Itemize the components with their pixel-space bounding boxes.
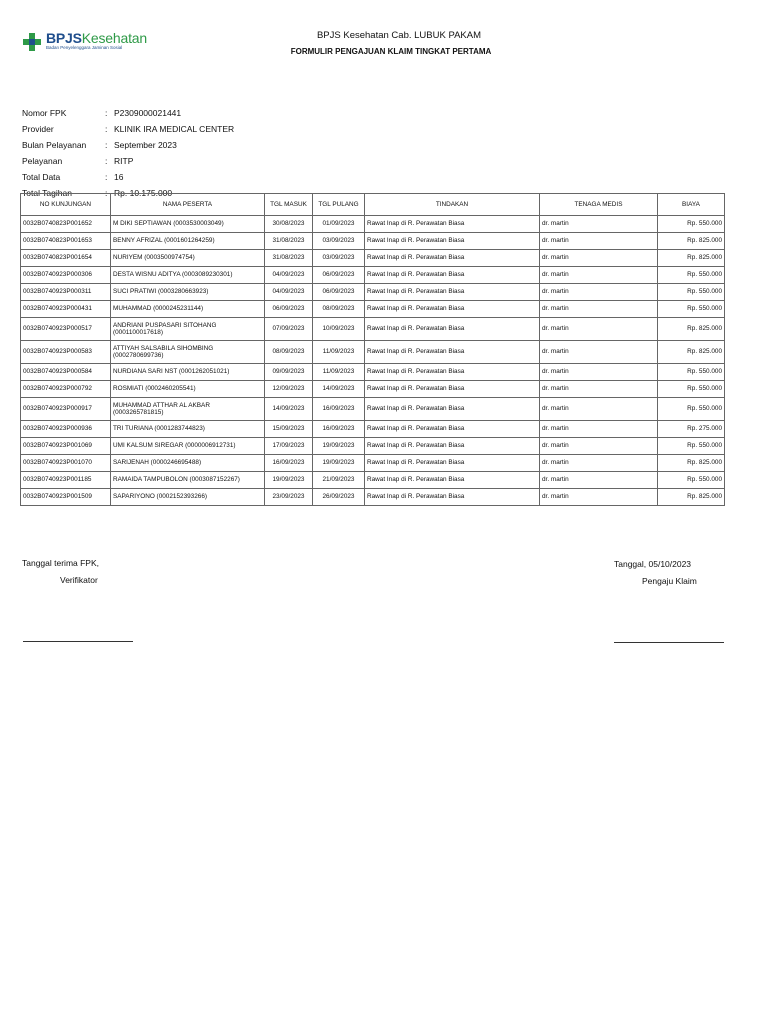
cell-tgl-pulang: 06/09/2023: [313, 267, 365, 284]
cell-no-kunjungan: 0032B0740923P001070: [21, 455, 111, 472]
cell-biaya: Rp. 550.000: [658, 472, 725, 489]
table-header-row: [21, 194, 725, 216]
cell-biaya: Rp. 550.000: [658, 267, 725, 284]
table-row: [21, 381, 725, 398]
cell-nama-peserta: TRI TURIANA (0001283744823): [111, 421, 265, 438]
claimant-signature-line: [614, 642, 724, 643]
info-value: RITP: [114, 156, 134, 166]
info-value: Rp. 10.175.000: [114, 188, 173, 198]
cell-tgl-masuk: 14/09/2023: [265, 398, 313, 421]
info-colon: :: [105, 124, 108, 134]
cell-tgl-masuk: 31/08/2023: [265, 250, 313, 267]
table-row: [21, 472, 725, 489]
cell-tgl-masuk: 04/09/2023: [265, 284, 313, 301]
info-label: Bulan Pelayanan: [22, 140, 87, 150]
cell-no-kunjungan: 0032B0740923P000311: [21, 284, 111, 301]
cell-nama-peserta: ROSMIATI (0002460205541): [111, 381, 265, 398]
cell-tgl-masuk: 17/09/2023: [265, 438, 313, 455]
cell-tgl-masuk: 04/09/2023: [265, 267, 313, 284]
cell-biaya: Rp. 550.000: [658, 398, 725, 421]
cell-tindakan: Rawat Inap di R. Perawatan Biasa: [365, 267, 540, 284]
cell-tgl-pulang: 01/09/2023: [313, 216, 365, 233]
cell-tenaga-medis: dr. martin: [540, 455, 658, 472]
cell-tenaga-medis: dr. martin: [540, 472, 658, 489]
table-row: [21, 301, 725, 318]
cell-biaya: Rp. 275.000: [658, 421, 725, 438]
cell-no-kunjungan: 0032B0740923P000306: [21, 267, 111, 284]
table-row: [21, 216, 725, 233]
cell-no-kunjungan: 0032B0740923P000517: [21, 318, 111, 341]
cell-nama-peserta: MUHAMMAD ATTHAR AL AKBAR (0003265781815): [111, 398, 265, 421]
cell-tenaga-medis: dr. martin: [540, 284, 658, 301]
cell-nama-peserta: ANDRIANI PUSPASARI SITOHANG (0001100017618): [111, 318, 265, 341]
verifier-signature-line: [23, 641, 133, 642]
cell-tindakan: Rawat Inap di R. Perawatan Biasa: [365, 233, 540, 250]
logo-tagline: Badan Penyelenggara Jaminan Sosial: [46, 45, 123, 50]
column-header-no-kunjungan: NO KUNJUNGAN: [21, 194, 111, 216]
cell-biaya: Rp. 825.000: [658, 455, 725, 472]
verifier-label: Verifikator: [60, 575, 98, 585]
cell-tenaga-medis: dr. martin: [540, 301, 658, 318]
cell-tindakan: Rawat Inap di R. Perawatan Biasa: [365, 318, 540, 341]
cell-tgl-masuk: 31/08/2023: [265, 233, 313, 250]
cell-tgl-pulang: 14/09/2023: [313, 381, 365, 398]
cell-biaya: Rp. 550.000: [658, 364, 725, 381]
claims-table: [20, 193, 725, 506]
cell-tgl-masuk: 15/09/2023: [265, 421, 313, 438]
cell-tgl-pulang: 16/09/2023: [313, 421, 365, 438]
info-value: P2309000021441: [114, 108, 182, 118]
cell-tgl-pulang: 19/09/2023: [313, 455, 365, 472]
info-label: Pelayanan: [22, 156, 63, 166]
cell-biaya: Rp. 550.000: [658, 301, 725, 318]
cell-nama-peserta: SARIJENAH (0000246695488): [111, 455, 265, 472]
cell-biaya: Rp. 825.000: [658, 250, 725, 267]
cell-tgl-pulang: 03/09/2023: [313, 250, 365, 267]
cell-no-kunjungan: 0032B0740923P000792: [21, 381, 111, 398]
cell-biaya: Rp. 550.000: [658, 381, 725, 398]
info-colon: :: [105, 108, 108, 118]
cell-tgl-pulang: 16/09/2023: [313, 398, 365, 421]
claimant-label: Pengaju Klaim: [642, 576, 697, 586]
info-value: September 2023: [114, 140, 177, 150]
column-header-tenaga-medis: TENAGA MEDIS: [540, 194, 658, 216]
cell-biaya: Rp. 825.000: [658, 318, 725, 341]
cell-biaya: Rp. 825.000: [658, 489, 725, 506]
cell-no-kunjungan: 0032B0740923P000936: [21, 421, 111, 438]
cell-tgl-masuk: 08/09/2023: [265, 341, 313, 364]
cell-nama-peserta: M DIKI SEPTIAWAN (0003530003049): [111, 216, 265, 233]
cell-biaya: Rp. 550.000: [658, 284, 725, 301]
info-colon: :: [105, 172, 108, 182]
info-label: Total Data: [22, 172, 61, 182]
info-label: Provider: [22, 124, 54, 134]
table-row: [21, 250, 725, 267]
cell-tenaga-medis: dr. martin: [540, 364, 658, 381]
cell-tenaga-medis: dr. martin: [540, 341, 658, 364]
cell-no-kunjungan: 0032B0740923P001185: [21, 472, 111, 489]
info-colon: :: [105, 140, 108, 150]
cell-tenaga-medis: dr. martin: [540, 489, 658, 506]
cell-nama-peserta: NURIYEM (0003500974754): [111, 250, 265, 267]
cell-tgl-masuk: 07/09/2023: [265, 318, 313, 341]
cell-tenaga-medis: dr. martin: [540, 381, 658, 398]
cell-biaya: Rp. 825.000: [658, 341, 725, 364]
cell-tenaga-medis: dr. martin: [540, 398, 658, 421]
cell-tindakan: Rawat Inap di R. Perawatan Biasa: [365, 455, 540, 472]
cell-biaya: Rp. 825.000: [658, 233, 725, 250]
cell-no-kunjungan: 0032B0740923P001069: [21, 438, 111, 455]
cell-no-kunjungan: 0032B0740823P001653: [21, 233, 111, 250]
info-colon: :: [105, 188, 108, 198]
cell-no-kunjungan: 0032B0740923P001509: [21, 489, 111, 506]
info-value: KLINIK IRA MEDICAL CENTER: [114, 124, 235, 134]
branch-title: BPJS Kesehatan Cab. LUBUK PAKAM: [316, 30, 482, 41]
cell-tindakan: Rawat Inap di R. Perawatan Biasa: [365, 489, 540, 506]
table-row: [21, 364, 725, 381]
cell-biaya: Rp. 550.000: [658, 438, 725, 455]
cell-tgl-pulang: 11/09/2023: [313, 364, 365, 381]
info-value: 16: [114, 172, 124, 182]
cell-tgl-pulang: 26/09/2023: [313, 489, 365, 506]
info-colon: :: [105, 156, 108, 166]
column-header-nama-peserta: NAMA PESERTA: [111, 194, 265, 216]
cell-tindakan: Rawat Inap di R. Perawatan Biasa: [365, 398, 540, 421]
cell-tindakan: Rawat Inap di R. Perawatan Biasa: [365, 381, 540, 398]
cell-tgl-masuk: 06/09/2023: [265, 301, 313, 318]
cell-nama-peserta: ATTIYAH SALSABILA SIHOMBING (0002780699736): [111, 341, 265, 364]
cell-nama-peserta: DESTA WISNU ADITYA (0003089230301): [111, 267, 265, 284]
cell-no-kunjungan: 0032B0740823P001654: [21, 250, 111, 267]
cell-biaya: Rp. 550.000: [658, 216, 725, 233]
table-row: [21, 421, 725, 438]
cell-nama-peserta: BENNY AFRIZAL (0001601264259): [111, 233, 265, 250]
cell-no-kunjungan: 0032B0740923P000917: [21, 398, 111, 421]
cell-tenaga-medis: dr. martin: [540, 421, 658, 438]
received-date-label: Tanggal terima FPK,: [22, 558, 100, 568]
column-header-tgl-pulang: TGL PULANG: [313, 194, 365, 216]
cell-no-kunjungan: 0032B0740823P001652: [21, 216, 111, 233]
cell-tenaga-medis: dr. martin: [540, 438, 658, 455]
cell-tindakan: Rawat Inap di R. Perawatan Biasa: [365, 364, 540, 381]
cell-nama-peserta: SAPARIYONO (0002152393266): [111, 489, 265, 506]
cell-tenaga-medis: dr. martin: [540, 267, 658, 284]
cell-nama-peserta: MUHAMMAD (0000245231144): [111, 301, 265, 318]
logo-name: BPJSKesehatan: [46, 30, 147, 46]
cell-tgl-pulang: 19/09/2023: [313, 438, 365, 455]
cell-tgl-pulang: 06/09/2023: [313, 284, 365, 301]
table-row: [21, 341, 725, 364]
table-row: [21, 398, 725, 421]
table-row: [21, 284, 725, 301]
cell-no-kunjungan: 0032B0740923P000431: [21, 301, 111, 318]
cell-nama-peserta: NURDIANA SARI NST (0001262051021): [111, 364, 265, 381]
column-header-tindakan: TINDAKAN: [365, 194, 540, 216]
cell-tenaga-medis: dr. martin: [540, 233, 658, 250]
cell-no-kunjungan: 0032B0740923P000583: [21, 341, 111, 364]
cell-tindakan: Rawat Inap di R. Perawatan Biasa: [365, 250, 540, 267]
cell-tgl-masuk: 23/09/2023: [265, 489, 313, 506]
table-row: [21, 318, 725, 341]
cell-tgl-masuk: 30/08/2023: [265, 216, 313, 233]
cell-tindakan: Rawat Inap di R. Perawatan Biasa: [365, 216, 540, 233]
cell-tindakan: Rawat Inap di R. Perawatan Biasa: [365, 472, 540, 489]
cell-tgl-pulang: 21/09/2023: [313, 472, 365, 489]
form-title: FORMULIR PENGAJUAN KLAIM TINGKAT PERTAMA: [290, 47, 492, 56]
cell-tgl-pulang: 08/09/2023: [313, 301, 365, 318]
cell-tindakan: Rawat Inap di R. Perawatan Biasa: [365, 341, 540, 364]
info-label: Total Tagihan: [22, 188, 72, 198]
cell-nama-peserta: RAMAIDA TAMPUBOLON (0003087152267): [111, 472, 265, 489]
cell-tgl-pulang: 03/09/2023: [313, 233, 365, 250]
cell-tindakan: Rawat Inap di R. Perawatan Biasa: [365, 284, 540, 301]
table-row: [21, 489, 725, 506]
cell-tenaga-medis: dr. martin: [540, 318, 658, 341]
table-row: [21, 438, 725, 455]
cell-nama-peserta: SUCI PRATIWI (0003280663923): [111, 284, 265, 301]
cell-tgl-pulang: 11/09/2023: [313, 341, 365, 364]
column-header-biaya: BIAYA: [658, 194, 725, 216]
cell-nama-peserta: UMI KALSUM SIREGAR (0000006912731): [111, 438, 265, 455]
cell-tenaga-medis: dr. martin: [540, 250, 658, 267]
column-header-tgl-masuk: TGL MASUK: [265, 194, 313, 216]
table-row: [21, 267, 725, 284]
cell-no-kunjungan: 0032B0740923P000584: [21, 364, 111, 381]
cell-tgl-masuk: 19/09/2023: [265, 472, 313, 489]
info-label: Nomor FPK: [22, 108, 67, 118]
cell-tenaga-medis: dr. martin: [540, 216, 658, 233]
cell-tgl-masuk: 12/09/2023: [265, 381, 313, 398]
cell-tindakan: Rawat Inap di R. Perawatan Biasa: [365, 301, 540, 318]
cell-tgl-masuk: 09/09/2023: [265, 364, 313, 381]
table-row: [21, 455, 725, 472]
cell-tindakan: Rawat Inap di R. Perawatan Biasa: [365, 438, 540, 455]
table-row: [21, 233, 725, 250]
cell-tgl-masuk: 16/09/2023: [265, 455, 313, 472]
cell-tgl-pulang: 10/09/2023: [313, 318, 365, 341]
submission-date: Tanggal, 05/10/2023: [614, 559, 692, 569]
cell-tindakan: Rawat Inap di R. Perawatan Biasa: [365, 421, 540, 438]
